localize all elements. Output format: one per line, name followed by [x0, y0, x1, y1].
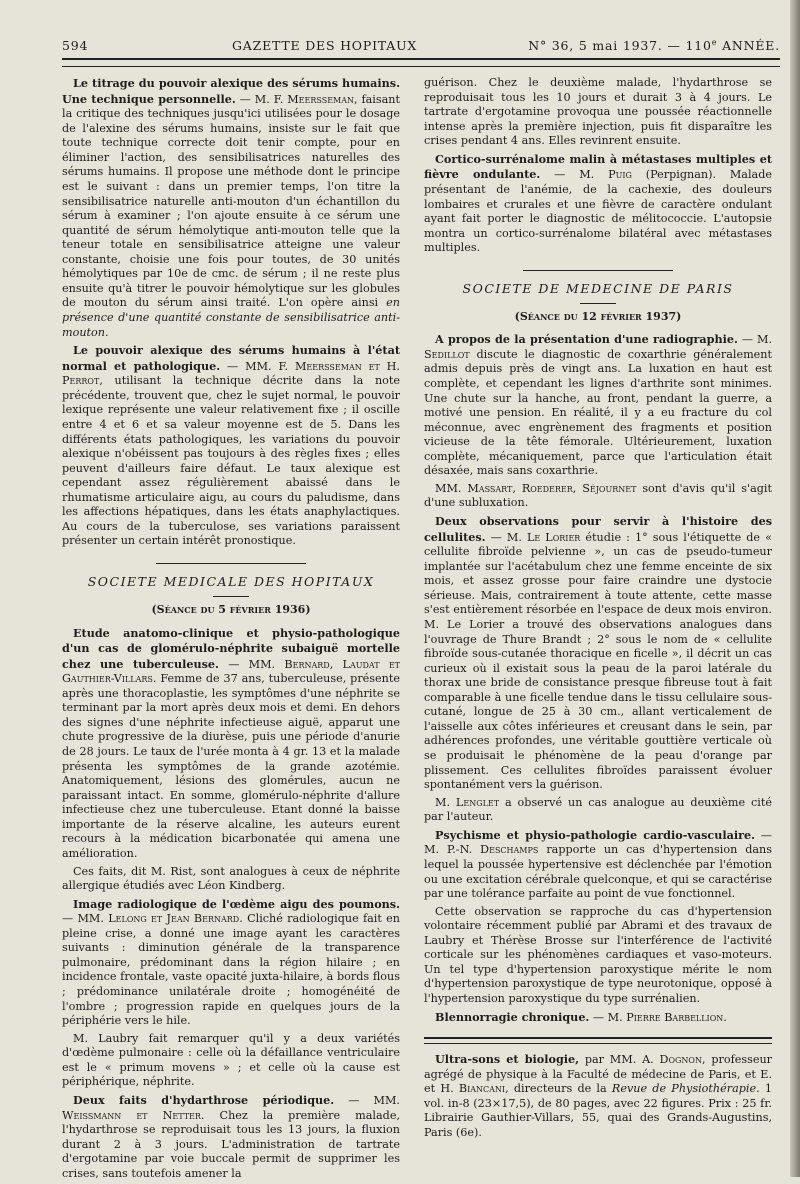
issue-year: ANNÉE. — [717, 38, 780, 54]
journal-title: GAZETTE DES HOPITAUX — [232, 38, 418, 53]
author-name: Lelong et Jean Bernard — [108, 912, 240, 926]
article-title: Psychisme et physio-pathologie cardio-vasculaire. — [435, 827, 755, 842]
book-review — [424, 1052, 772, 1140]
article-title: A propos de la présentation d'une radiographie. — [435, 332, 738, 347]
author-name: P.-N. Deschamps — [446, 843, 539, 857]
article-text: . Femme de 37 ans, tuberculeuse, présente après une thoracoplastie, les symptômes d'une néphrite se terminant par la mort après deux mois et demi. En dehors des signes d'une néphrite infectieuse aiguë, apparut une chute progressive de la diurèse, puis une période d'anurie de 28 jours. Le taux de l'urée monta à 4 gr. 13 et la malade présenta les symptômes de la grande azotémie. Anatomiquement, lésions des glomérules, aucun ne paraissant intact. En somme, glomérulo-néphrite d'allure infectieuse chez une tuberculeuse. Etant donné la baisse importante de la réserve alcaline, les auteurs eurent recours à la médication bicarbonatée qui amena une amélioration. — [62, 672, 400, 860]
article-paragraph: Ces faits, dit M. Rist, sont analogues à ceux de néphrite allergique étudiés avec Léon Kindberg. — [62, 864, 400, 893]
article-radiographie — [424, 332, 772, 479]
article-title: Blennorragie chronique. — [435, 1009, 590, 1024]
author-prefix: — MM. — [62, 912, 109, 926]
article-paragraph — [424, 482, 772, 511]
author-name: Lenglet — [455, 795, 500, 809]
article-paragraph: M. Laubry fait remarquer qu'il y a deux variétés d'œdème pulmonaire : celle où la défaillance ventriculaire est le « primum movens » ; et celle où la cause est périphérique, néphrite. — [62, 1031, 400, 1089]
text-prefix: M. — [435, 795, 456, 809]
author-name: Dognon — [659, 1053, 702, 1067]
article-text: rapporte un cas d'hypertension dans lequel la poussée hypertensive est déclenchée par l'émotion ou une excitation cérébrale quelconque, et qui se caractérise par une tolérance parfaite au point de vue fonctionnel. — [424, 843, 773, 901]
author-name: Le Lorier — [526, 530, 581, 544]
seance-date: (Séance du 5 février 1936) — [151, 603, 311, 617]
author-name: Bernard, Laudat et Gauthier-Villars — [62, 657, 400, 686]
article-text: , faisant la critique des techniques jusqu'ici utilisées pour le dosage de l'alexine des sérums humains, insiste sur le fait que toute technique correcte doit tenir compte, pour en éliminer l'action, des sensibilisatrices naturelles des sérums humains. Il propose une méthode dont le principe est le suivant : dans un premier temps, l'on titre la sensibilisatrice naturelle anti-mouton d'un échantillon du sérum à examiner ; l'on ajoute ensuite à ce sérum une quantité de sérum hémolytique anti-mouton telle que la teneur totale en sensibilisatrice atteigne une valeur constante, choisie une fois pour toutes, de 30 unités hémolytiques par 10e de cmc. de sérum ; il ne reste plus ensuite qu'à titrer le pouvoir hémolytique sur les globules de mouton du sérum ainsi traité. L'on opère ainsi — [62, 92, 400, 310]
article-text: sont d'avis qu'il s'agit d'une subluxation. — [424, 481, 772, 510]
author-prefix: — M. — [589, 1010, 627, 1024]
article-title: Le titrage du pouvoir alexique des sérums humains. Une technique personnelle. — [62, 76, 400, 106]
author-prefix: — M. F. — [235, 92, 288, 106]
article-italic: en présence d'une quantité constante de sensibilisatrice anti-mouton. — [62, 296, 400, 339]
section-rule — [523, 270, 673, 271]
article-oedeme-poumons — [62, 897, 400, 1029]
author-prefix: — MM. — [218, 657, 285, 671]
issue-info — [528, 38, 780, 53]
article-title: Le pouvoir alexique des sérums humains à l'état normal et pathologique. — [62, 343, 400, 373]
right-column — [424, 76, 772, 1144]
article-text: . — [723, 1010, 727, 1024]
article-psychisme — [424, 828, 772, 902]
article-text: (Perpignan). Malade présentant de l'anémie, de la cachexie, des douleurs lombaires et crurales et une fièvre de caractère ondulant ayant fait porter le diagnostic de mélitococcie. L'autopsie montra un cortico-surrénalome bilatéral avec métastases multiples. — [424, 168, 773, 255]
article-cellulites — [424, 514, 772, 793]
book-text-pre: par MM. A. — [579, 1053, 660, 1067]
book-text: 1 vol. in-8 (23×17,5), de 80 pages, avec 22 figures. Prix : 25 fr. Librairie Gauthier-Villars, 55, quai des Grands-Augustins, Paris (6e). — [424, 1082, 773, 1139]
author-prefix: — M. — [424, 828, 772, 857]
article-continuation: guérison. Chez le deuxième malade, l'hydarthrose se reproduisait tous les 10 jours et durait 3 à 4 jours. Le tartrate d'ergotamine provoqua une poussée réactionnelle intense après la première injection, puis fit disparaître les crises pendant 4 ans. Elles revinrent ensuite. — [424, 76, 772, 148]
book-text-mid: , professeur agrégé de physique à la Faculté de médecine de Paris, et E. et H. — [424, 1053, 772, 1096]
header-rule — [62, 58, 780, 67]
book-text-mid2: , directeurs de la — [505, 1082, 612, 1096]
society-heading: SOCIETE DE MEDECINE DE PARIS — [462, 280, 734, 296]
author-name: Puig — [608, 168, 632, 182]
book-review-rule — [424, 1037, 772, 1044]
left-column — [62, 76, 400, 1184]
article-title: Image radiologique de l'œdème aigu des poumons. — [73, 896, 400, 911]
author-name: Meersseman et H. Perrot — [62, 359, 400, 388]
article-blennorragie — [424, 1010, 772, 1026]
author-name: Massart, Roederer, Séjournet — [467, 481, 637, 495]
article-paragraph: Cette observation se rapproche du cas d'hypertension volontaire récemment publié par Abrami et des travaux de Laubry et Thérèse Brosse sur l'interférence de l'activité corticale sur les phénomènes cardiaques et vaso-moteurs. Un tel type d'hypertension paroxystique mérite le nom d'hypertension paroxystique de type neurotonique, opposé à l'hypertension paroxystique du type surrénalien. — [424, 904, 772, 1006]
author-prefix: — M. — [485, 530, 527, 544]
article-text: . Chez la première malade, l'hydarthrose se reproduisait tous les 13 jours, la fluxion durant 2 à 3 jours. L'administration de tartrate d'ergotamine par voie buccale permit de supprimer les crises, sans toutefois amener la — [62, 1108, 400, 1180]
short-rule — [213, 596, 249, 597]
page-edge-shadow — [790, 0, 800, 1177]
article-text: a observé un cas analogue au deuxième cité par l'auteur. — [424, 795, 772, 824]
article-text: , utilisant la technique décrite dans la note précédente, trouvent que, chez le sujet normal, le pouvoir lexique représente une valeur relativement fixe ; il oscille entre 4 et 6 et sa valeur moyenne est de 5. Dans les différents états pathologiques, les variations du pouvoir alexique n'obéissent pas toujours à des règles fixes ; elles peuvent d'ailleurs faire défaut. Le taux alexique est cependant assez régulièrement abaissé dans le rhumatisme articulaire aigu, au cours du paludisme, dans les affections hépatiques, dans les états anaphylactiques. Au cours de la tuberculose, ses variations paraissent présenter un certain intérêt pronostique. — [62, 374, 400, 548]
article-alexine-normal — [62, 343, 400, 549]
article-title: Deux faits d'hydarthrose périodique. — [73, 1092, 335, 1107]
section-rule — [156, 563, 306, 564]
page-number: 594 — [62, 38, 89, 53]
article-title: Deux observations pour servir à l'histoire des cellulites. — [424, 514, 772, 544]
article-alexine-titrage — [62, 76, 400, 340]
author-prefix: — M. — [737, 333, 772, 347]
article-title: Cortico-surrénalome malin à métastases multiples et fièvre ondulante. — [424, 151, 772, 182]
seance-date: (Séance du 12 février 1937) — [514, 310, 682, 323]
author-name: Meersseman — [287, 92, 355, 106]
author-prefix: — MM. F. — [220, 359, 295, 373]
society-heading: SOCIETE MEDICALE DES HOPITAUX — [87, 574, 375, 589]
running-header — [62, 38, 780, 56]
article-hydarthrose — [62, 1093, 400, 1181]
author-name: Pierre Barbellion — [626, 1010, 724, 1024]
article-glomerulo-nephrite — [62, 626, 400, 862]
article-paragraph — [424, 796, 772, 825]
author-name: Biancani — [458, 1082, 506, 1096]
book-title: Ultra-sons et biologie, — [435, 1052, 580, 1067]
issue-text: N° 36, 5 mai 1937. — 110 — [528, 38, 712, 54]
issue-suffix: e — [711, 38, 718, 47]
article-text: étudie : 1° sous l'étiquette de « cellulite fibroïde pelvienne », un cas de pseudo-tumeur implantée sur l'acétabulum chez une femme enceinte de six mois, et assez grosse pour faire craindre une dystocie sérieuse. Mais, contrairement à toute attente, cette masse s'est entièrement résorbée en l'espace de deux mois environ. M. Le Lorier a trouvé des observations analogues dans l'ouvrage de Thure Brandt ; 2° sous le nom de « cellulite fibroïde sous-cutanée thoracique en ficelle », il décrit un cas curieux où il existait sous la peau de la paroi latérale du thorax une bride de consistance presque fibreuse tout à fait comparable à une ficelle tendue dans le tissu cellulaire sous-cutané, longue de 25 à 30 cm., allant verticalement de l'aisselle aux côtes inférieures et creusant dans le sein, par adhérences profondes, une véritable gouttière verticale où se produisait le phénomène de la peau d'orange par plissement. Ces cellulites fibroïdes paraissent évoluer spontanément vers la guérison. — [424, 530, 772, 792]
author-name: Sedillot — [424, 347, 470, 361]
journal-name: Revue de Physiothérapie. — [611, 1082, 760, 1096]
author-prefix: — MM. — [334, 1093, 400, 1107]
article-title: Etude anatomo-clinique et physio-pathologique d'un cas de glomérulo-néphrite subaiguë mortelle chez une tuberculeuse. — [62, 625, 400, 671]
article-cortico-surrenalome — [424, 152, 772, 256]
article-text: discute le diagnostic de coxarthrie généralement admis depuis près de vingt ans. La luxation en haut est complète, et cependant les lignes d'arthrite sont minimes. Une chute sur la hanche, au front, pendant la guerre, a motivé une pension. En réalité, il y a eu fracture du col méconnue, avec engrènement des fragments et position vicieuse de la tête fémorale. Ultérieurement, luxation complète, mécaniquement, parce que l'articulation était désaxée, mais sans coxarthrie. — [424, 347, 772, 478]
article-text: . Cliché radiologique fait en pleine crise, a donné une image ayant les caractères suivants : diminution générale de la transparence pulmonaire, prédominant dans la région hilaire ; en incidence frontale, vaste opacité juxta-hilaire, à bords flous ; prédominance unilatérale droite ; homogénéité de l'ombre ; progression rapide en quelques jours de la périphérie vers le hile. — [62, 912, 400, 1028]
author-name: Weissmann et Netter — [62, 1108, 201, 1122]
short-rule — [580, 303, 616, 304]
author-prefix: — M. — [540, 168, 609, 182]
text-prefix: MM. — [435, 481, 468, 495]
